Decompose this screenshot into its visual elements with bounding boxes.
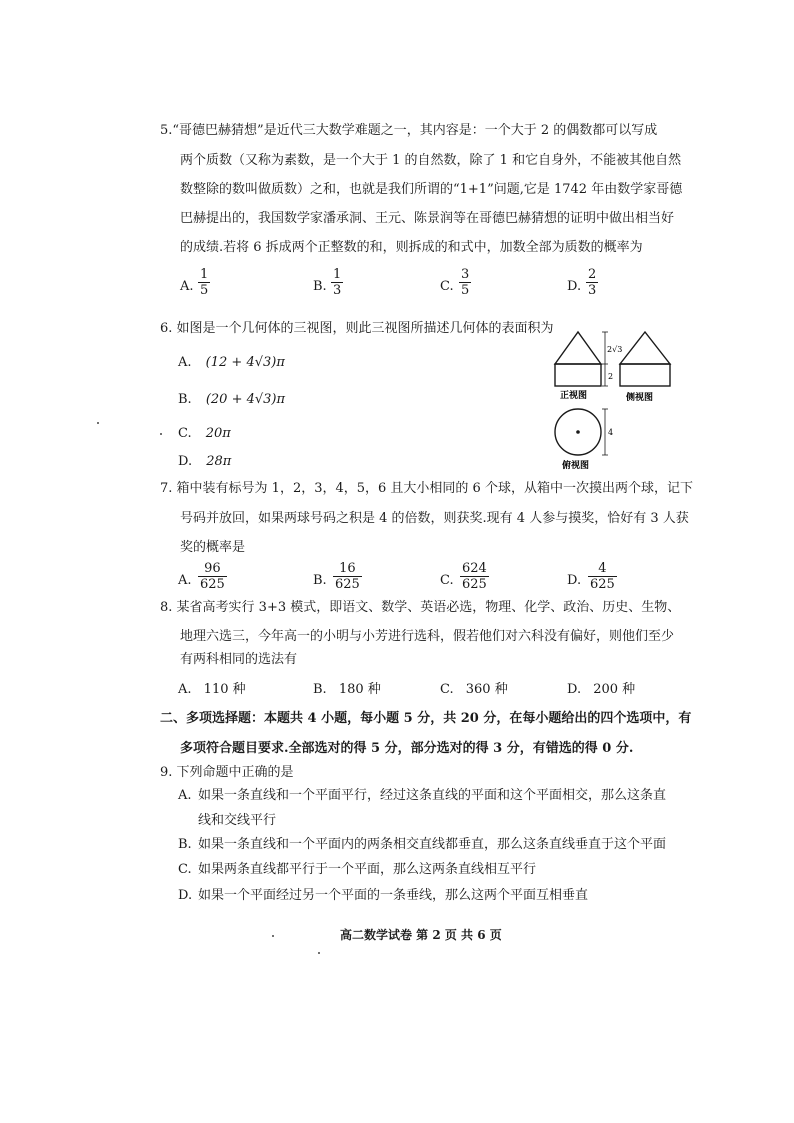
option-text: 28π <box>206 454 232 469</box>
side-view-label: 侧视图 <box>626 393 654 403</box>
side-view-rect <box>620 364 670 386</box>
denominator: 5 <box>461 283 470 298</box>
option-text: 110 种 <box>203 682 246 697</box>
numerator: 624 <box>462 561 487 576</box>
top-view-label: 俯视图 <box>562 461 590 471</box>
q5-line-3: 数整除的数叫做质数）之和，也就是我们所谓的“1+1”问题,它是 1742 年由数学家哥德 <box>180 182 683 197</box>
dim-label-top: 2√3 <box>607 345 623 354</box>
option-letter: D. <box>567 682 582 697</box>
top-view <box>555 409 608 455</box>
numerator: 4 <box>598 561 607 576</box>
q6-option-a <box>178 356 285 369</box>
fraction <box>198 267 210 298</box>
scan-speck <box>160 433 162 435</box>
option-text-line-1: 如果一条直线和一个平面平行，经过这条直线的平面和这个平面相交，那么这条直 <box>198 788 667 803</box>
option-text-line-2: 线和交线平行 <box>198 813 277 828</box>
side-view-triangle <box>620 332 670 364</box>
q6-option-c <box>178 427 231 440</box>
fraction <box>459 267 471 298</box>
q8-option-c <box>440 683 508 696</box>
dim-label-diameter: 4 <box>608 428 614 437</box>
numerator: 1 <box>333 267 342 282</box>
numerator: 16 <box>339 561 356 576</box>
denominator: 3 <box>333 283 342 298</box>
option-letter: C. <box>178 426 192 441</box>
denominator: 625 <box>200 577 225 592</box>
option-letter: C. <box>178 862 192 877</box>
fraction <box>586 267 598 298</box>
numerator: 1 <box>200 267 209 282</box>
scan-speck <box>318 952 320 954</box>
section-2-line-1: 二、多项选择题：本题共 4 小题，每小题 5 分，共 20 分，在每小题给出的四个选项中，有 <box>160 711 692 726</box>
option-text-line-1: 如果一条直线和一个平面内的两条相交直线都垂直，那么这条直线垂直于这个平面 <box>198 837 667 852</box>
option-text: (20 + 4√3)π <box>205 392 286 407</box>
numerator: 96 <box>204 561 221 576</box>
numerator: 2 <box>588 267 597 282</box>
option-letter: A. <box>178 573 192 588</box>
scan-speck <box>272 935 274 937</box>
option-letter: D. <box>567 573 582 588</box>
q8-option-a <box>178 683 246 696</box>
option-letter: B. <box>178 392 192 407</box>
page-footer: 高二数学试卷 第 2 页 共 6 页 <box>340 928 502 942</box>
fraction <box>588 561 617 592</box>
fraction <box>198 561 227 592</box>
option-letter: C. <box>440 279 454 294</box>
option-letter: C. <box>440 682 454 697</box>
q7-line-2: 号码并放回，如果两球号码之积是 4 的倍数，则获奖.现有 4 人参与摸奖，恰好有 3 人获 <box>180 511 689 526</box>
option-text: 200 种 <box>593 682 636 697</box>
front-view-rect <box>555 364 601 386</box>
numerator: 3 <box>461 267 470 282</box>
front-view <box>555 332 601 386</box>
q8-line-3: 有两科相同的选法有 <box>180 652 298 667</box>
option-text: 360 种 <box>465 682 508 697</box>
q5-line-4: 巴赫提出的，我国数学家潘承洞、王元、陈景润等在哥德巴赫猜想的证明中做出相当好 <box>180 211 675 226</box>
q6-stem: 6. 如图是一个几何体的三视图，则此三视图所描述几何体的表面积为 <box>160 321 554 336</box>
option-letter: A. <box>178 788 192 803</box>
option-text-line-1: 如果一个平面经过另一个平面的一条垂线，那么这两个平面互相垂直 <box>198 888 589 903</box>
denominator: 625 <box>335 577 360 592</box>
option-letter: A. <box>178 682 192 697</box>
q9-stem: 9. 下列命题中正确的是 <box>160 765 294 780</box>
option-letter: A. <box>178 355 192 370</box>
denominator: 5 <box>200 283 209 298</box>
option-letter: C. <box>440 573 454 588</box>
option-letter: D. <box>567 279 582 294</box>
side-view <box>620 332 670 386</box>
q6-option-d <box>178 455 231 468</box>
option-letter: B. <box>313 573 327 588</box>
q5-line-2: 两个质数（又称为素数，是一个大于 1 的自然数，除了 1 和它自身外，不能被其他自然 <box>180 153 682 168</box>
top-view-center-dot <box>576 430 580 434</box>
q8-line-2: 地理六选三，今年高一的小明与小芳进行选科，假若他们对六科没有偏好，则他们至少 <box>180 629 675 644</box>
three-view-figure <box>550 322 680 472</box>
option-letter: A. <box>180 279 194 294</box>
denominator: 3 <box>588 283 597 298</box>
front-view-label: 正视图 <box>560 391 588 401</box>
scan-speck <box>97 422 99 424</box>
dim-label-mid: 2 <box>608 372 614 381</box>
option-letter: D. <box>178 454 193 469</box>
option-text-line-1: 如果两条直线都平行于一个平面，那么这两条直线相互平行 <box>198 862 537 877</box>
option-letter: B. <box>313 682 327 697</box>
q5-line-5: 的成绩.若将 6 拆成两个正整数的和，则拆成的和式中，加数全部为质数的概率为 <box>180 240 643 255</box>
fraction <box>460 561 489 592</box>
q8-option-b <box>313 683 381 696</box>
fraction <box>333 561 362 592</box>
option-letter: B. <box>178 837 192 852</box>
denominator: 625 <box>590 577 615 592</box>
q8-line-1: 8. 某省高考实行 3+3 模式，即语文、数学、英语必选，物理、化学、政治、历史、生物、 <box>160 600 681 615</box>
option-text: 20π <box>205 426 231 441</box>
option-text: 180 种 <box>338 682 381 697</box>
q7-line-3: 奖的概率是 <box>180 540 246 555</box>
fraction <box>331 267 343 298</box>
option-letter: B. <box>313 279 327 294</box>
q7-line-1: 7. 箱中装有标号为 1，2，3，4，5，6 且大小相同的 6 个球，从箱中一次摸出两个球，记下 <box>160 481 693 496</box>
option-letter: D. <box>178 888 193 903</box>
option-text: (12 + 4√3)π <box>205 355 285 370</box>
front-view-triangle <box>555 332 601 364</box>
q5-line-1: 5.“哥德巴赫猜想”是近代三大数学难题之一，其内容是：一个大于 2 的偶数都可以写成 <box>160 123 658 138</box>
denominator: 625 <box>462 577 487 592</box>
section-2-line-2: 多项符合题目要求.全部选对的得 5 分，部分选对的得 3 分，有错选的得 0 分. <box>180 741 634 756</box>
q6-option-b <box>178 393 285 406</box>
q8-option-d <box>567 683 635 696</box>
